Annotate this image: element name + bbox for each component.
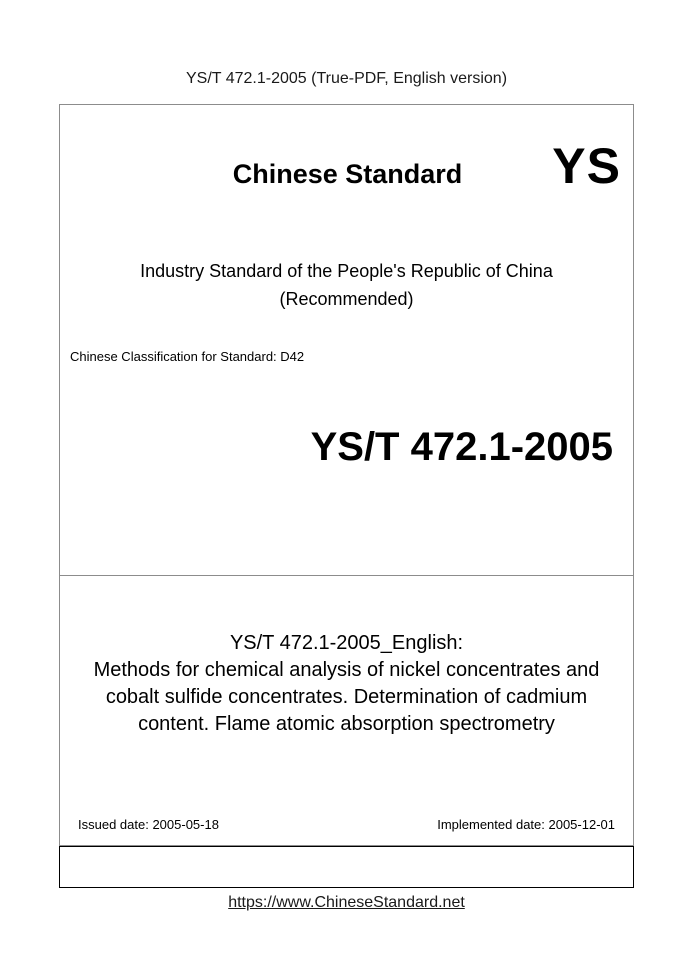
doc-title-line: cobalt sulfide concentrates. Determination of cadmium	[105, 686, 588, 708]
doc-title-line: content. Flame atomic absorption spectrometry	[138, 713, 555, 735]
subtitle-line-2: (Recommended)	[279, 289, 414, 309]
cover-title: Chinese Standard	[232, 159, 463, 189]
issued-date: Issued date: 2005-05-18	[78, 817, 219, 832]
standard-code: YS	[552, 138, 621, 194]
section-divider	[60, 575, 633, 576]
document-title	[60, 630, 633, 738]
classification-label: Chinese Classification for Standard: D42	[70, 349, 305, 364]
doc-title-line: YS/T 472.1-2005_English:	[229, 632, 464, 654]
cover-subtitle	[60, 257, 633, 313]
doc-title-line: Methods for chemical analysis of nickel concentrates and	[93, 659, 600, 681]
bottom-strip	[59, 846, 634, 888]
standard-number: YS/T 472.1-2005	[310, 425, 613, 469]
website-link[interactable]: https://www.ChineseStandard.net	[228, 894, 465, 911]
document-header: YS/T 472.1-2005 (True-PDF, English version)	[185, 70, 508, 87]
implemented-date: Implemented date: 2005-12-01	[437, 817, 615, 832]
cover-frame	[59, 104, 634, 846]
subtitle-line-1: Industry Standard of the People's Republic of China	[140, 261, 553, 281]
